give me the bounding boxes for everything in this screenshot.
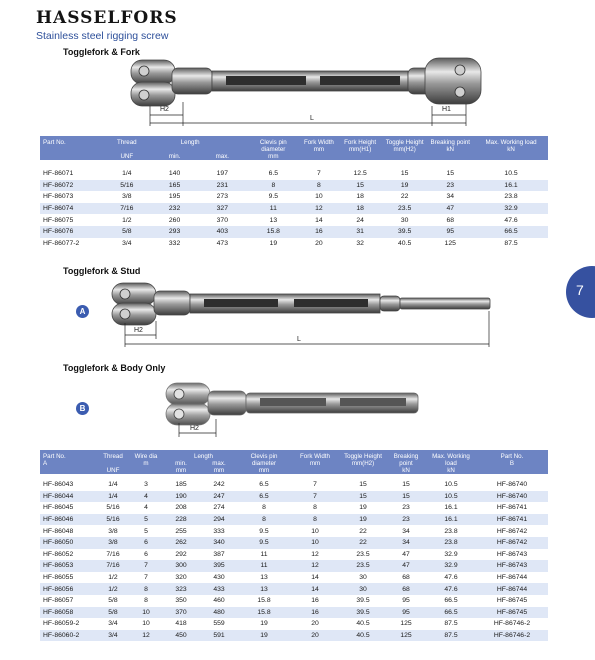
table-cell: 350 [175, 597, 187, 605]
table-cell: 32.9 [444, 562, 458, 570]
dim-h2-label: H2 [190, 425, 199, 432]
table-cell: 16.1 [504, 181, 518, 189]
table-cell: 40.5 [356, 632, 370, 640]
table-cell: 5/8 [108, 597, 118, 605]
col-wire-dia: Wire dia m [134, 453, 158, 467]
table-cell: 370 [175, 608, 187, 616]
table-row [40, 560, 548, 572]
table-cell: 9.5 [259, 527, 269, 535]
table-cell: 23 [402, 516, 410, 524]
dim-l-label: L [297, 336, 301, 343]
table-cell: 165 [168, 181, 181, 189]
table-cell: 66.5 [444, 608, 458, 616]
table-cell: 473 [216, 239, 228, 247]
table-row [40, 618, 548, 630]
table-cell: 195 [168, 193, 181, 201]
spec-table-fork [40, 136, 548, 249]
col-breaking: Breaking point kN [393, 453, 419, 474]
col-length-max: max. mm [212, 460, 226, 474]
table-cell: 15.8 [257, 608, 271, 616]
table-cell: 12 [315, 205, 323, 213]
table-cell: HF-86050 [43, 539, 74, 547]
table-cell: HF-86076 [43, 228, 74, 236]
table-cell: 68 [446, 216, 454, 224]
table-cell: 323 [175, 585, 187, 593]
table-cell: 332 [168, 239, 181, 247]
table-cell: 14 [311, 585, 319, 593]
col-length-min: Length min. [168, 139, 200, 160]
table-cell: 15.8 [257, 597, 271, 605]
table-cell: 6 [144, 550, 148, 558]
table-cell: HF-86057 [43, 597, 74, 605]
table-cell: 125 [444, 239, 456, 247]
table-cell: 8 [313, 516, 317, 524]
table-cell: 340 [213, 539, 225, 547]
table-cell: 5/8 [108, 608, 118, 616]
table-cell: 19 [260, 632, 268, 640]
table-cell: 1/2 [108, 574, 118, 582]
col-part-no: Part No. [43, 139, 66, 146]
table-cell: 15 [359, 492, 367, 500]
table-cell: HF-86745 [496, 597, 528, 605]
table-cell: 4 [144, 504, 148, 512]
table-cell: 9.5 [259, 539, 269, 547]
table-cell: 39.5 [356, 608, 370, 616]
table-row [40, 180, 548, 192]
table-cell: 15 [400, 170, 409, 178]
table-cell: 23.5 [356, 562, 370, 570]
table-cell: 22 [359, 539, 367, 547]
table-cell: 8 [271, 181, 276, 189]
table-cell: HF-86074 [43, 205, 74, 213]
col-thread: Thread UNF [103, 453, 123, 474]
table-cell: HF-86043 [43, 481, 74, 489]
table-cell: 68 [402, 574, 410, 582]
table-cell: 1/2 [122, 216, 132, 224]
table-cell: 10 [142, 620, 150, 628]
table-cell: 34 [402, 539, 410, 547]
table-cell: 403 [216, 228, 228, 236]
table-cell: 23 [446, 181, 454, 189]
table-cell: 430 [213, 574, 225, 582]
table-cell: 20 [315, 239, 323, 247]
table-cell: 260 [168, 216, 181, 224]
table-cell: 15 [359, 481, 367, 489]
table-cell: 14 [315, 216, 323, 224]
table-cell: 11 [269, 205, 277, 213]
table-cell: 208 [175, 504, 187, 512]
table-row [40, 168, 548, 180]
table-cell: 47 [402, 562, 410, 570]
table-cell: 3/8 [108, 527, 118, 535]
table-cell: 16 [311, 597, 319, 605]
badge-a: A [76, 305, 89, 318]
table-cell: 12 [142, 632, 150, 640]
table-cell: 19 [359, 516, 367, 524]
table-cell: 10 [311, 527, 319, 535]
table-cell: 185 [175, 481, 187, 489]
table-cell: 387 [213, 550, 225, 558]
table-cell: 5 [144, 527, 148, 535]
table-cell: 23.8 [444, 527, 458, 535]
dim-l-label: L [310, 115, 314, 122]
table-cell: 8 [144, 585, 148, 593]
table-row [40, 525, 548, 537]
table-cell: 8 [262, 516, 266, 524]
table-cell: 10.5 [504, 170, 518, 178]
table-cell: 1/4 [108, 481, 118, 489]
table-cell: 95 [402, 597, 410, 605]
table-cell: 3/4 [122, 239, 132, 247]
table-cell: HF-86743 [496, 550, 528, 558]
table-cell: 47.6 [444, 585, 458, 593]
table-row [40, 537, 548, 549]
table-cell: 300 [175, 562, 187, 570]
table-cell: 19 [260, 620, 268, 628]
table-cell: HF-86044 [43, 492, 74, 500]
table-cell: 228 [175, 516, 187, 524]
table-cell: 30 [400, 216, 409, 224]
table-cell: HF-86072 [43, 181, 74, 189]
col-fork-width: Fork Width mm [300, 453, 330, 467]
table-cell: 7 [144, 574, 148, 582]
table-cell: 7 [313, 481, 317, 489]
table-cell: HF-86746-2 [493, 632, 531, 640]
table-row [40, 630, 548, 642]
table-cell: 23.8 [504, 193, 518, 201]
table-cell: 3/8 [108, 539, 118, 547]
table-cell: 418 [175, 620, 187, 628]
table-cell: 1/2 [108, 585, 118, 593]
table-cell: 5 [144, 516, 148, 524]
table-cell: HF-86053 [43, 562, 74, 570]
table-cell: 66.5 [504, 228, 518, 236]
table-cell: 32.9 [504, 205, 518, 213]
table-cell: 10 [311, 539, 319, 547]
table-cell: 8 [313, 504, 317, 512]
table-cell: 39.5 [356, 597, 370, 605]
table-cell: 242 [213, 481, 225, 489]
table-cell: 18 [356, 205, 364, 213]
table-cell: 87.5 [444, 632, 458, 640]
table-cell: 47.6 [504, 216, 518, 224]
dim-h2-label: H2 [134, 327, 143, 334]
table-cell: 18 [356, 193, 364, 201]
table-cell: HF-86059-2 [43, 620, 80, 628]
table-cell: 6.5 [259, 481, 269, 489]
table-cell: HF-86743 [496, 562, 528, 570]
table-header-row [40, 136, 548, 160]
table-cell: HF-86740 [496, 481, 528, 489]
table-cell: 47.6 [444, 574, 458, 582]
table-cell: 22 [359, 527, 367, 535]
table-cell: 87.5 [504, 239, 518, 247]
table-cell: 1/4 [108, 492, 118, 500]
table-cell: 10.5 [444, 492, 458, 500]
table-cell: 3 [144, 481, 148, 489]
table-cell: 30 [359, 585, 367, 593]
table-cell: 274 [213, 504, 225, 512]
table-cell: 190 [175, 492, 187, 500]
table-cell: 559 [213, 620, 225, 628]
table-cell: 370 [216, 216, 228, 224]
table-cell: 40.5 [356, 620, 370, 628]
dim-h2-label: H2 [160, 106, 169, 113]
table-cell: 24 [356, 216, 364, 224]
col-working-load: Max. Working load kN [485, 139, 537, 153]
table-cell: 40.5 [398, 239, 412, 247]
col-working-load: Max. Working load kN [432, 453, 470, 474]
table-cell: HF-86745 [496, 608, 528, 616]
table-row [40, 191, 548, 203]
table-cell: 19 [359, 504, 367, 512]
table-cell: 12 [311, 562, 319, 570]
table-row [40, 203, 548, 215]
col-fork-height: Fork Height mm(H1) [344, 139, 377, 153]
col-toggle-height: Toggle Height mm(H2) [344, 453, 382, 467]
table-cell: 5/16 [106, 516, 120, 524]
table-cell: 7 [317, 170, 321, 178]
badge-b: B [76, 402, 89, 415]
table-cell: 30 [359, 574, 367, 582]
table-row [40, 514, 548, 526]
table-row [40, 583, 548, 595]
table-cell: 4 [144, 492, 148, 500]
table-cell: 294 [213, 516, 225, 524]
col-fork-width: Fork Width mm [303, 139, 334, 153]
table-cell: HF-86742 [496, 539, 528, 547]
table-cell: HF-86077-2 [43, 239, 80, 247]
chapter-tab[interactable] [566, 266, 595, 318]
chapter-number: 7 [576, 282, 584, 298]
table-cell: 140 [168, 170, 181, 178]
table-cell: 231 [216, 181, 228, 189]
table-cell: 395 [213, 562, 225, 570]
table-row [40, 572, 548, 584]
table-cell: 16.1 [444, 516, 458, 524]
page-subtitle: Stainless steel rigging screw [36, 30, 169, 42]
table-row [40, 491, 548, 503]
table-cell: 262 [175, 539, 187, 547]
table-row [40, 607, 548, 619]
table-cell: 1/4 [122, 170, 132, 178]
table-cell: 20 [311, 632, 319, 640]
table-row [40, 214, 548, 226]
table-cell: 125 [400, 620, 412, 628]
table-row [40, 479, 548, 491]
table-cell: 95 [446, 228, 454, 236]
table-cell: 68 [402, 585, 410, 593]
table-cell: 5/16 [106, 504, 120, 512]
table-cell: 292 [175, 550, 187, 558]
table-cell: 460 [213, 597, 225, 605]
col-thread: Thread UNF [117, 139, 137, 160]
col-clevis: Clevis pin diameter mm [259, 139, 287, 160]
product-image-togglefork-stud [112, 283, 502, 349]
table-cell: 22 [400, 193, 409, 201]
table-row [40, 595, 548, 607]
table-cell: HF-86746-2 [493, 620, 531, 628]
table-row [40, 502, 548, 514]
table-cell: 5/8 [122, 228, 132, 236]
table-cell: 13 [260, 574, 268, 582]
table-cell: 34 [402, 527, 410, 535]
table-cell: HF-86742 [496, 527, 528, 535]
table-row [40, 549, 548, 561]
table-cell: 23.5 [398, 205, 412, 213]
table-cell: 320 [175, 574, 187, 582]
table-cell: HF-86071 [43, 170, 74, 178]
col-length-max: max. [215, 153, 230, 160]
table-cell: 11 [260, 550, 268, 558]
table-cell: 95 [402, 608, 410, 616]
table-cell: 14 [311, 574, 319, 582]
table-cell: 8 [144, 597, 148, 605]
table-cell: 7/16 [120, 205, 134, 213]
table-cell: 333 [213, 527, 225, 535]
table-cell: 16 [315, 228, 323, 236]
table-cell: 591 [213, 632, 225, 640]
table-cell: 7 [313, 492, 317, 500]
table-cell: 327 [216, 205, 228, 213]
table-cell: 23.5 [356, 550, 370, 558]
table-cell: HF-86744 [496, 585, 528, 593]
table-cell: 15 [446, 170, 454, 178]
table-cell: 12 [311, 550, 319, 558]
col-clevis: Clevis pin diameter mm [250, 453, 278, 474]
section-title-fork: Togglefork & Fork [63, 47, 140, 57]
table-cell: 19 [400, 181, 409, 189]
table-cell: 19 [269, 239, 278, 247]
spec-table-body [40, 450, 548, 641]
table-cell: HF-86056 [43, 585, 74, 593]
table-header-row [40, 450, 548, 474]
col-part-no-a: Part No. A [43, 453, 66, 467]
table-cell: 6.5 [268, 170, 279, 178]
table-cell: 433 [213, 585, 225, 593]
table-cell: HF-86045 [43, 504, 74, 512]
brand-logo: HASSELFORS [36, 8, 178, 28]
table-cell: 7/16 [106, 562, 120, 570]
table-cell: 23.8 [444, 539, 458, 547]
table-cell: 5/16 [120, 181, 134, 189]
col-toggle-height: Toggle Height mm(H2) [385, 139, 424, 153]
table-cell: HF-86046 [43, 516, 74, 524]
table-cell: 13 [269, 216, 278, 224]
table-cell: 87.5 [444, 620, 458, 628]
table-cell: 480 [213, 608, 225, 616]
table-cell: 450 [175, 632, 187, 640]
table-cell: 16 [311, 608, 319, 616]
table-cell: 15.8 [266, 228, 280, 236]
table-cell: 197 [216, 170, 228, 178]
table-cell: HF-86744 [496, 574, 528, 582]
table-cell: 8 [317, 181, 321, 189]
table-cell: HF-86740 [496, 492, 528, 500]
table-cell: 6 [144, 539, 148, 547]
section-title-body: Togglefork & Body Only [63, 363, 166, 373]
table-cell: HF-86060-2 [43, 632, 80, 640]
product-image-togglefork-fork [120, 58, 515, 130]
table-cell: 20 [311, 620, 319, 628]
table-cell: 125 [400, 632, 412, 640]
table-cell: 6.5 [259, 492, 269, 500]
table-cell: 273 [216, 193, 228, 201]
table-cell: 47 [446, 205, 454, 213]
table-cell: 9.5 [268, 193, 279, 201]
table-cell: 3/8 [122, 193, 132, 201]
table-cell: 15 [356, 181, 364, 189]
table-cell: 23 [402, 504, 410, 512]
table-cell: 31 [356, 228, 364, 236]
table-cell: 3/4 [108, 620, 118, 628]
product-image-togglefork-body [166, 379, 426, 439]
col-part-no-b: Part No. B [500, 453, 524, 467]
table-cell: 7/16 [106, 550, 120, 558]
table-cell: HF-86055 [43, 574, 74, 582]
table-cell: 8 [262, 504, 266, 512]
table-cell: 16.1 [444, 504, 458, 512]
table-cell: 39.5 [398, 228, 412, 236]
table-cell: 293 [168, 228, 181, 236]
table-cell: 32 [356, 239, 364, 247]
table-row [40, 226, 548, 238]
table-cell: 15 [402, 481, 410, 489]
section-title-stud: Togglefork & Stud [63, 266, 141, 276]
table-cell: 47 [402, 550, 410, 558]
col-breaking: Breaking point kN [430, 139, 470, 153]
table-cell: HF-86741 [496, 504, 528, 512]
dim-h1-label: H1 [442, 106, 451, 113]
table-cell: 7 [144, 562, 148, 570]
table-cell: 3/4 [108, 632, 118, 640]
col-length-min: Length min. mm [175, 453, 213, 474]
table-cell: 255 [175, 527, 187, 535]
table-row [40, 238, 548, 250]
table-cell: 12.5 [353, 170, 367, 178]
table-cell: 34 [446, 193, 454, 201]
table-cell: HF-86048 [43, 527, 74, 535]
table-cell: HF-86741 [496, 516, 528, 524]
table-cell: 11 [260, 562, 268, 570]
table-cell: 15 [402, 492, 410, 500]
table-cell: HF-86052 [43, 550, 74, 558]
table-cell: HF-86058 [43, 608, 74, 616]
table-cell: 10.5 [444, 481, 458, 489]
table-cell: 10 [315, 193, 323, 201]
table-cell: HF-86075 [43, 216, 74, 224]
table-cell: 13 [260, 585, 268, 593]
table-cell: HF-86073 [43, 193, 74, 201]
table-cell: 247 [213, 492, 225, 500]
table-cell: 66.5 [444, 597, 458, 605]
table-cell: 10 [142, 608, 150, 616]
table-cell: 232 [168, 205, 181, 213]
table-cell: 32.9 [444, 550, 458, 558]
